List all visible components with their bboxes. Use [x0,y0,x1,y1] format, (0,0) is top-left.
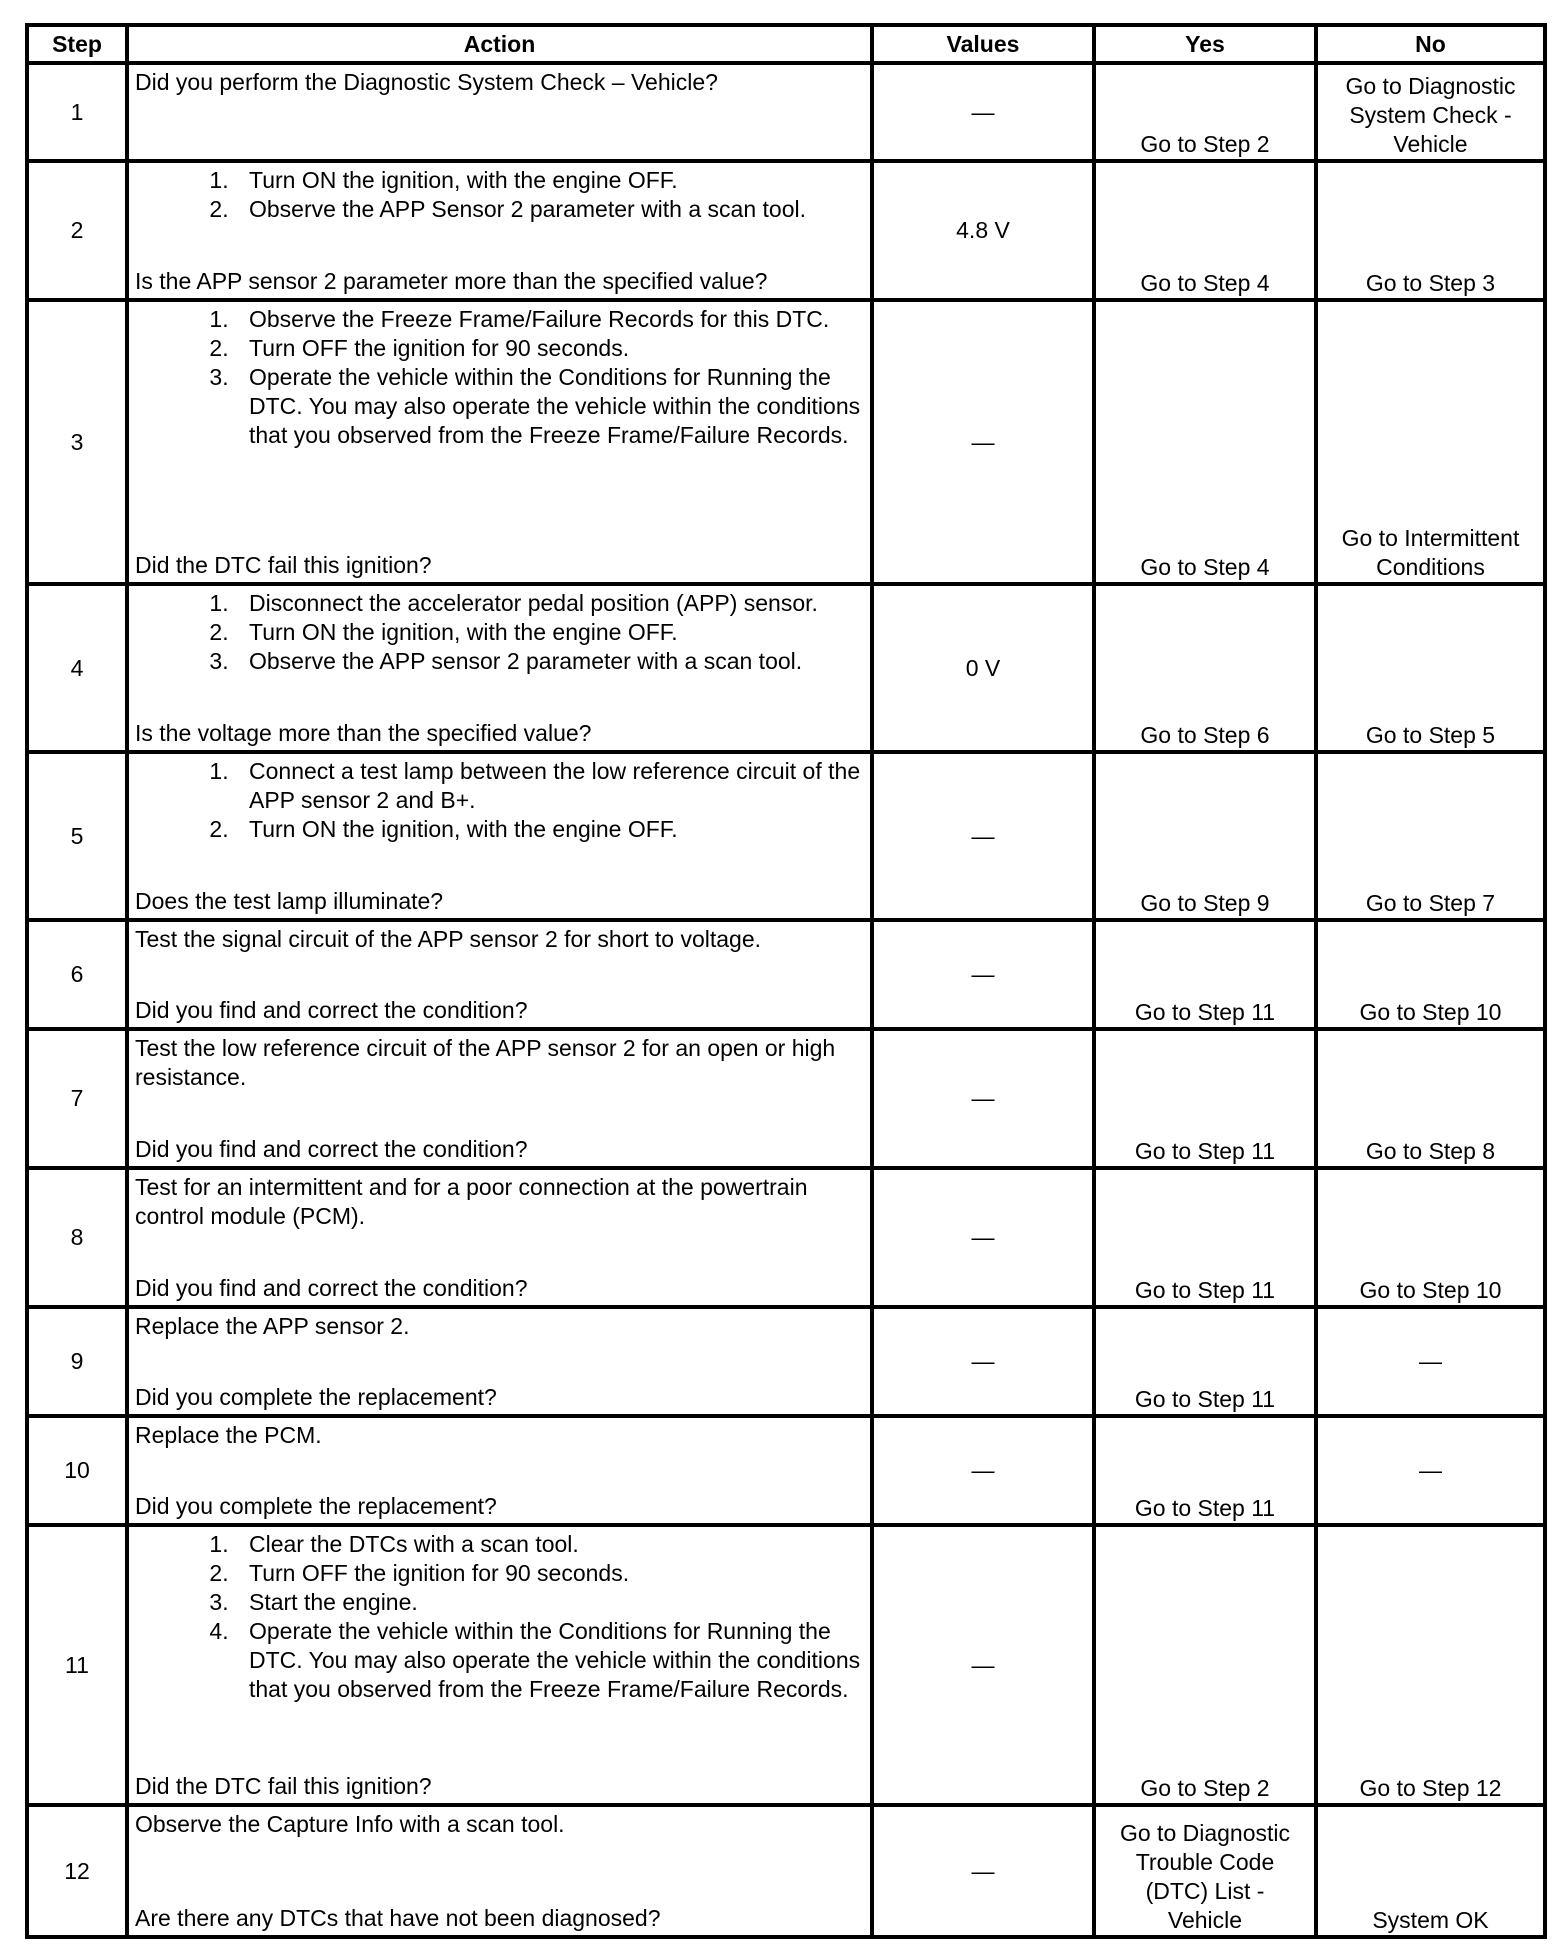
action-step-list [135,757,864,844]
step-number: 6 [27,920,127,1029]
step-number: 1 [27,63,127,161]
action-step-item: 1. Connect a test lamp between the low reference circuit of the APP sensor 2 and B+. [235,757,864,815]
action-question: Does the test lamp illuminate? [135,888,444,914]
action-step-item: 2. Turn ON the ignition, with the engine OFF. [235,815,864,844]
value-cell: — [872,920,1094,1029]
action-text: Observe the Capture Info with a scan tool. [135,1811,565,1837]
action-step-item: 2. Turn OFF the ignition for 90 seconds. [235,1559,864,1588]
no-cell: Go to Step 5 [1316,584,1545,752]
value-cell: — [872,1525,1094,1805]
action-text: Replace the PCM. [135,1422,322,1448]
table-row [27,1525,1545,1805]
header-action: Action [127,25,872,63]
value-cell: — [872,63,1094,161]
table-row [27,1168,1545,1307]
action-text: Replace the APP sensor 2. [135,1313,410,1339]
action-step-item: 1. Clear the DTCs with a scan tool. [235,1530,864,1559]
yes-cell: Go to Step 11 [1094,1029,1316,1168]
value-cell: — [872,1416,1094,1525]
value-cell: — [872,752,1094,920]
header-yes: Yes [1094,25,1316,63]
action-cell [127,1307,872,1416]
action-cell [127,584,872,752]
yes-cell: Go to Step 11 [1094,1416,1316,1525]
action-question: Did you find and correct the condition? [135,997,528,1023]
no-cell: Go to Step 12 [1316,1525,1545,1805]
no-cell: Go to Diagnostic System Check - Vehicle [1316,63,1545,161]
step-number: 3 [27,300,127,584]
action-step-item: 2. Observe the APP Sensor 2 parameter with a scan tool. [235,195,864,224]
no-cell: Go to Step 7 [1316,752,1545,920]
action-step-list [135,305,864,450]
table-row [27,920,1545,1029]
action-step-item: 1. Turn ON the ignition, with the engine OFF. [235,166,864,195]
action-step-item: 3. Observe the APP sensor 2 parameter with a scan tool. [235,647,864,676]
value-cell: 0 V [872,584,1094,752]
action-text: Test the signal circuit of the APP sensor 2 for short to voltage. [135,926,762,952]
value-cell: — [872,1805,1094,1937]
action-step-item: 3. Start the engine. [235,1588,864,1617]
step-number: 11 [27,1525,127,1805]
value-cell: — [872,1168,1094,1307]
step-number: 2 [27,161,127,300]
yes-cell: Go to Step 11 [1094,1307,1316,1416]
action-step-item: 1. Observe the Freeze Frame/Failure Records for this DTC. [235,305,864,334]
value-cell: — [872,1307,1094,1416]
action-cell [127,1029,872,1168]
header-no: No [1316,25,1545,63]
no-cell: Go to Intermittent Conditions [1316,300,1545,584]
action-step-list [135,1530,864,1704]
table-row [27,300,1545,584]
value-cell: 4.8 V [872,161,1094,300]
action-question: Did the DTC fail this ignition? [135,1773,432,1799]
step-number: 9 [27,1307,127,1416]
step-number: 5 [27,752,127,920]
table-row [27,1805,1545,1937]
table-row [27,63,1545,161]
action-question: Did you complete the replacement? [135,1384,497,1410]
action-cell [127,300,872,584]
action-text: Did you perform the Diagnostic System Check – Vehicle? [135,69,718,95]
action-question: Did you complete the replacement? [135,1493,497,1519]
action-cell [127,1805,872,1937]
action-cell [127,1525,872,1805]
action-question: Did the DTC fail this ignition? [135,552,432,578]
action-question: Did you find and correct the condition? [135,1275,528,1301]
action-cell [127,1416,872,1525]
step-number: 4 [27,584,127,752]
table-row [27,1029,1545,1168]
yes-cell: Go to Step 11 [1094,920,1316,1029]
yes-cell: Go to Step 6 [1094,584,1316,752]
diagnostic-table [25,23,1547,1939]
action-cell [127,63,872,161]
no-cell: Go to Step 10 [1316,1168,1545,1307]
action-text: Test the low reference circuit of the APP sensor 2 for an open or high resistance. [135,1035,836,1090]
yes-cell: Go to Step 4 [1094,300,1316,584]
value-cell: — [872,300,1094,584]
action-cell [127,752,872,920]
yes-cell: Go to Step 4 [1094,161,1316,300]
header-row [27,25,1545,63]
table-row [27,161,1545,300]
action-question: Are there any DTCs that have not been diagnosed? [135,1905,661,1931]
yes-cell: Go to Step 9 [1094,752,1316,920]
action-step-list [135,166,864,224]
table-row [27,1416,1545,1525]
no-cell: — [1316,1416,1545,1525]
action-step-item: 4. Operate the vehicle within the Conditions for Running the DTC. You may also operate the vehicle within the conditions that you observed from the Freeze Frame/Failure Records. [235,1617,864,1704]
step-number: 7 [27,1029,127,1168]
no-cell: Go to Step 10 [1316,920,1545,1029]
action-question: Is the APP sensor 2 parameter more than the specified value? [135,268,768,294]
step-number: 8 [27,1168,127,1307]
action-step-list [135,589,864,676]
action-cell [127,1168,872,1307]
no-cell: — [1316,1307,1545,1416]
action-cell [127,161,872,300]
no-cell: System OK [1316,1805,1545,1937]
yes-cell: Go to Diagnostic Trouble Code (DTC) List - Vehicle [1094,1805,1316,1937]
table-row [27,584,1545,752]
yes-cell: Go to Step 2 [1094,63,1316,161]
table-row [27,1307,1545,1416]
action-step-item: 1. Disconnect the accelerator pedal position (APP) sensor. [235,589,864,618]
action-step-item: 2. Turn OFF the ignition for 90 seconds. [235,334,864,363]
no-cell: Go to Step 8 [1316,1029,1545,1168]
no-cell: Go to Step 3 [1316,161,1545,300]
action-cell [127,920,872,1029]
header-step: Step [27,25,127,63]
step-number: 10 [27,1416,127,1525]
yes-cell: Go to Step 2 [1094,1525,1316,1805]
value-cell: — [872,1029,1094,1168]
yes-cell: Go to Step 11 [1094,1168,1316,1307]
action-step-item: 3. Operate the vehicle within the Conditions for Running the DTC. You may also operate the vehicle within the conditions that you observed from the Freeze Frame/Failure Records. [235,363,864,450]
step-number: 12 [27,1805,127,1937]
action-question: Did you find and correct the condition? [135,1136,528,1162]
header-values: Values [872,25,1094,63]
action-question: Is the voltage more than the specified value? [135,720,592,746]
action-text: Test for an intermittent and for a poor connection at the powertrain control module (PCM). [135,1174,808,1229]
action-step-item: 2. Turn ON the ignition, with the engine OFF. [235,618,864,647]
table-row [27,752,1545,920]
